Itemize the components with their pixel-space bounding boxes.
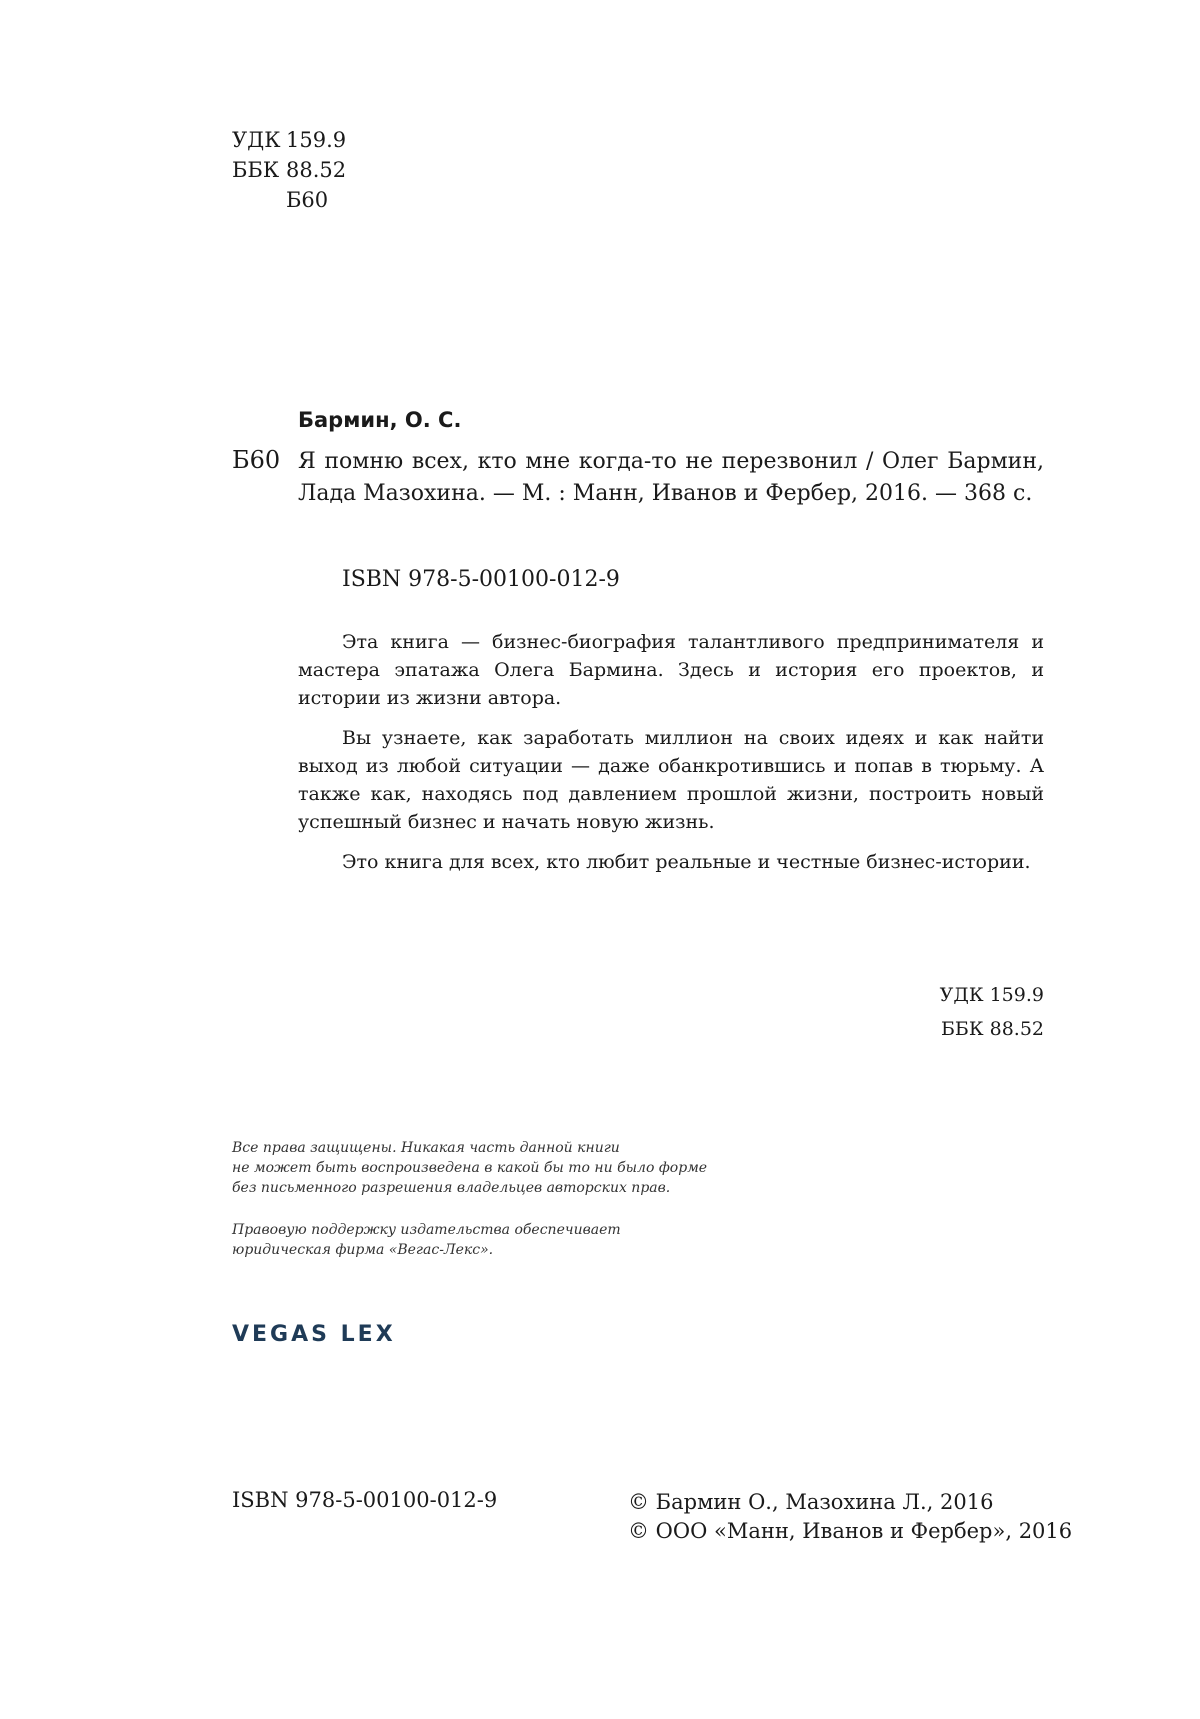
udk-value: 159.9 [286, 128, 347, 152]
rights-line: Все права защищены. Никакая часть данной книги [232, 1140, 620, 1156]
annotation-paragraph: Эта книга — бизнес-биография талантливого предпринимателя и мастера эпатажа Олега Бармина. Здесь и история его проектов, и истории из жизни автора. [298, 631, 1044, 709]
bbk-label: ББК [232, 158, 280, 182]
copyright-publisher: © ООО «Манн, Иванов и Фербер», 2016 [628, 1519, 1073, 1543]
author-heading: Бармин, О. С. [298, 408, 462, 432]
rights-line: не может быть воспроизведена в какой бы то ни было форме [232, 1160, 708, 1176]
bbk-value: 88.52 [286, 158, 347, 182]
rights-notice [232, 1138, 707, 1282]
legal-line: юридическая фирма «Вегас-Лекс». [232, 1242, 494, 1258]
classification-codes-right [940, 978, 1044, 1046]
copyright-authors: © Бармин О., Мазохина Л., 2016 [628, 1490, 994, 1514]
udk-label: УДК [232, 128, 281, 152]
copyright-notice [232, 1138, 707, 1198]
isbn-main: ISBN 978-5-00100-012-9 [342, 567, 620, 592]
annotation-paragraph: Это книга для всех, кто любит реальные и честные бизнес-истории. [342, 851, 1031, 873]
copyright-block [628, 1488, 1072, 1546]
bibliographic-description: Я помню всех, кто мне когда-то не перезвонил / Олег Бармин, Лада Мазохина. — М. : Манн, Иванов и Фербер, 2016. — 368 с. [298, 449, 1044, 506]
author-mark-top: Б60 [286, 188, 329, 212]
author-mark: Б60 [232, 446, 281, 474]
udk-code [232, 125, 346, 155]
classification-codes [232, 125, 346, 215]
bbk-code-right: ББК 88.52 [940, 1018, 1044, 1040]
annotation [298, 628, 1044, 888]
legal-support-notice [232, 1220, 707, 1260]
vegas-lex-logo: VEGAS LEX [232, 1322, 396, 1347]
rights-line: без письменного разрешения владельцев авторских прав. [232, 1180, 671, 1196]
isbn-footer: ISBN 978-5-00100-012-9 [232, 1488, 498, 1512]
legal-line: Правовую поддержку издательства обеспечивает [232, 1222, 621, 1238]
bbk-code [232, 155, 346, 185]
annotation-paragraph: Вы узнаете, как заработать миллион на своих идеях и как найти выход из любой ситуации — даже обанкротившись и попав в тюрьму. А также как, находясь под давлением прошлой жизни, построить новый успешный бизнес и начать новую жизнь. [298, 727, 1044, 833]
udk-code-right: УДК 159.9 [939, 984, 1044, 1006]
